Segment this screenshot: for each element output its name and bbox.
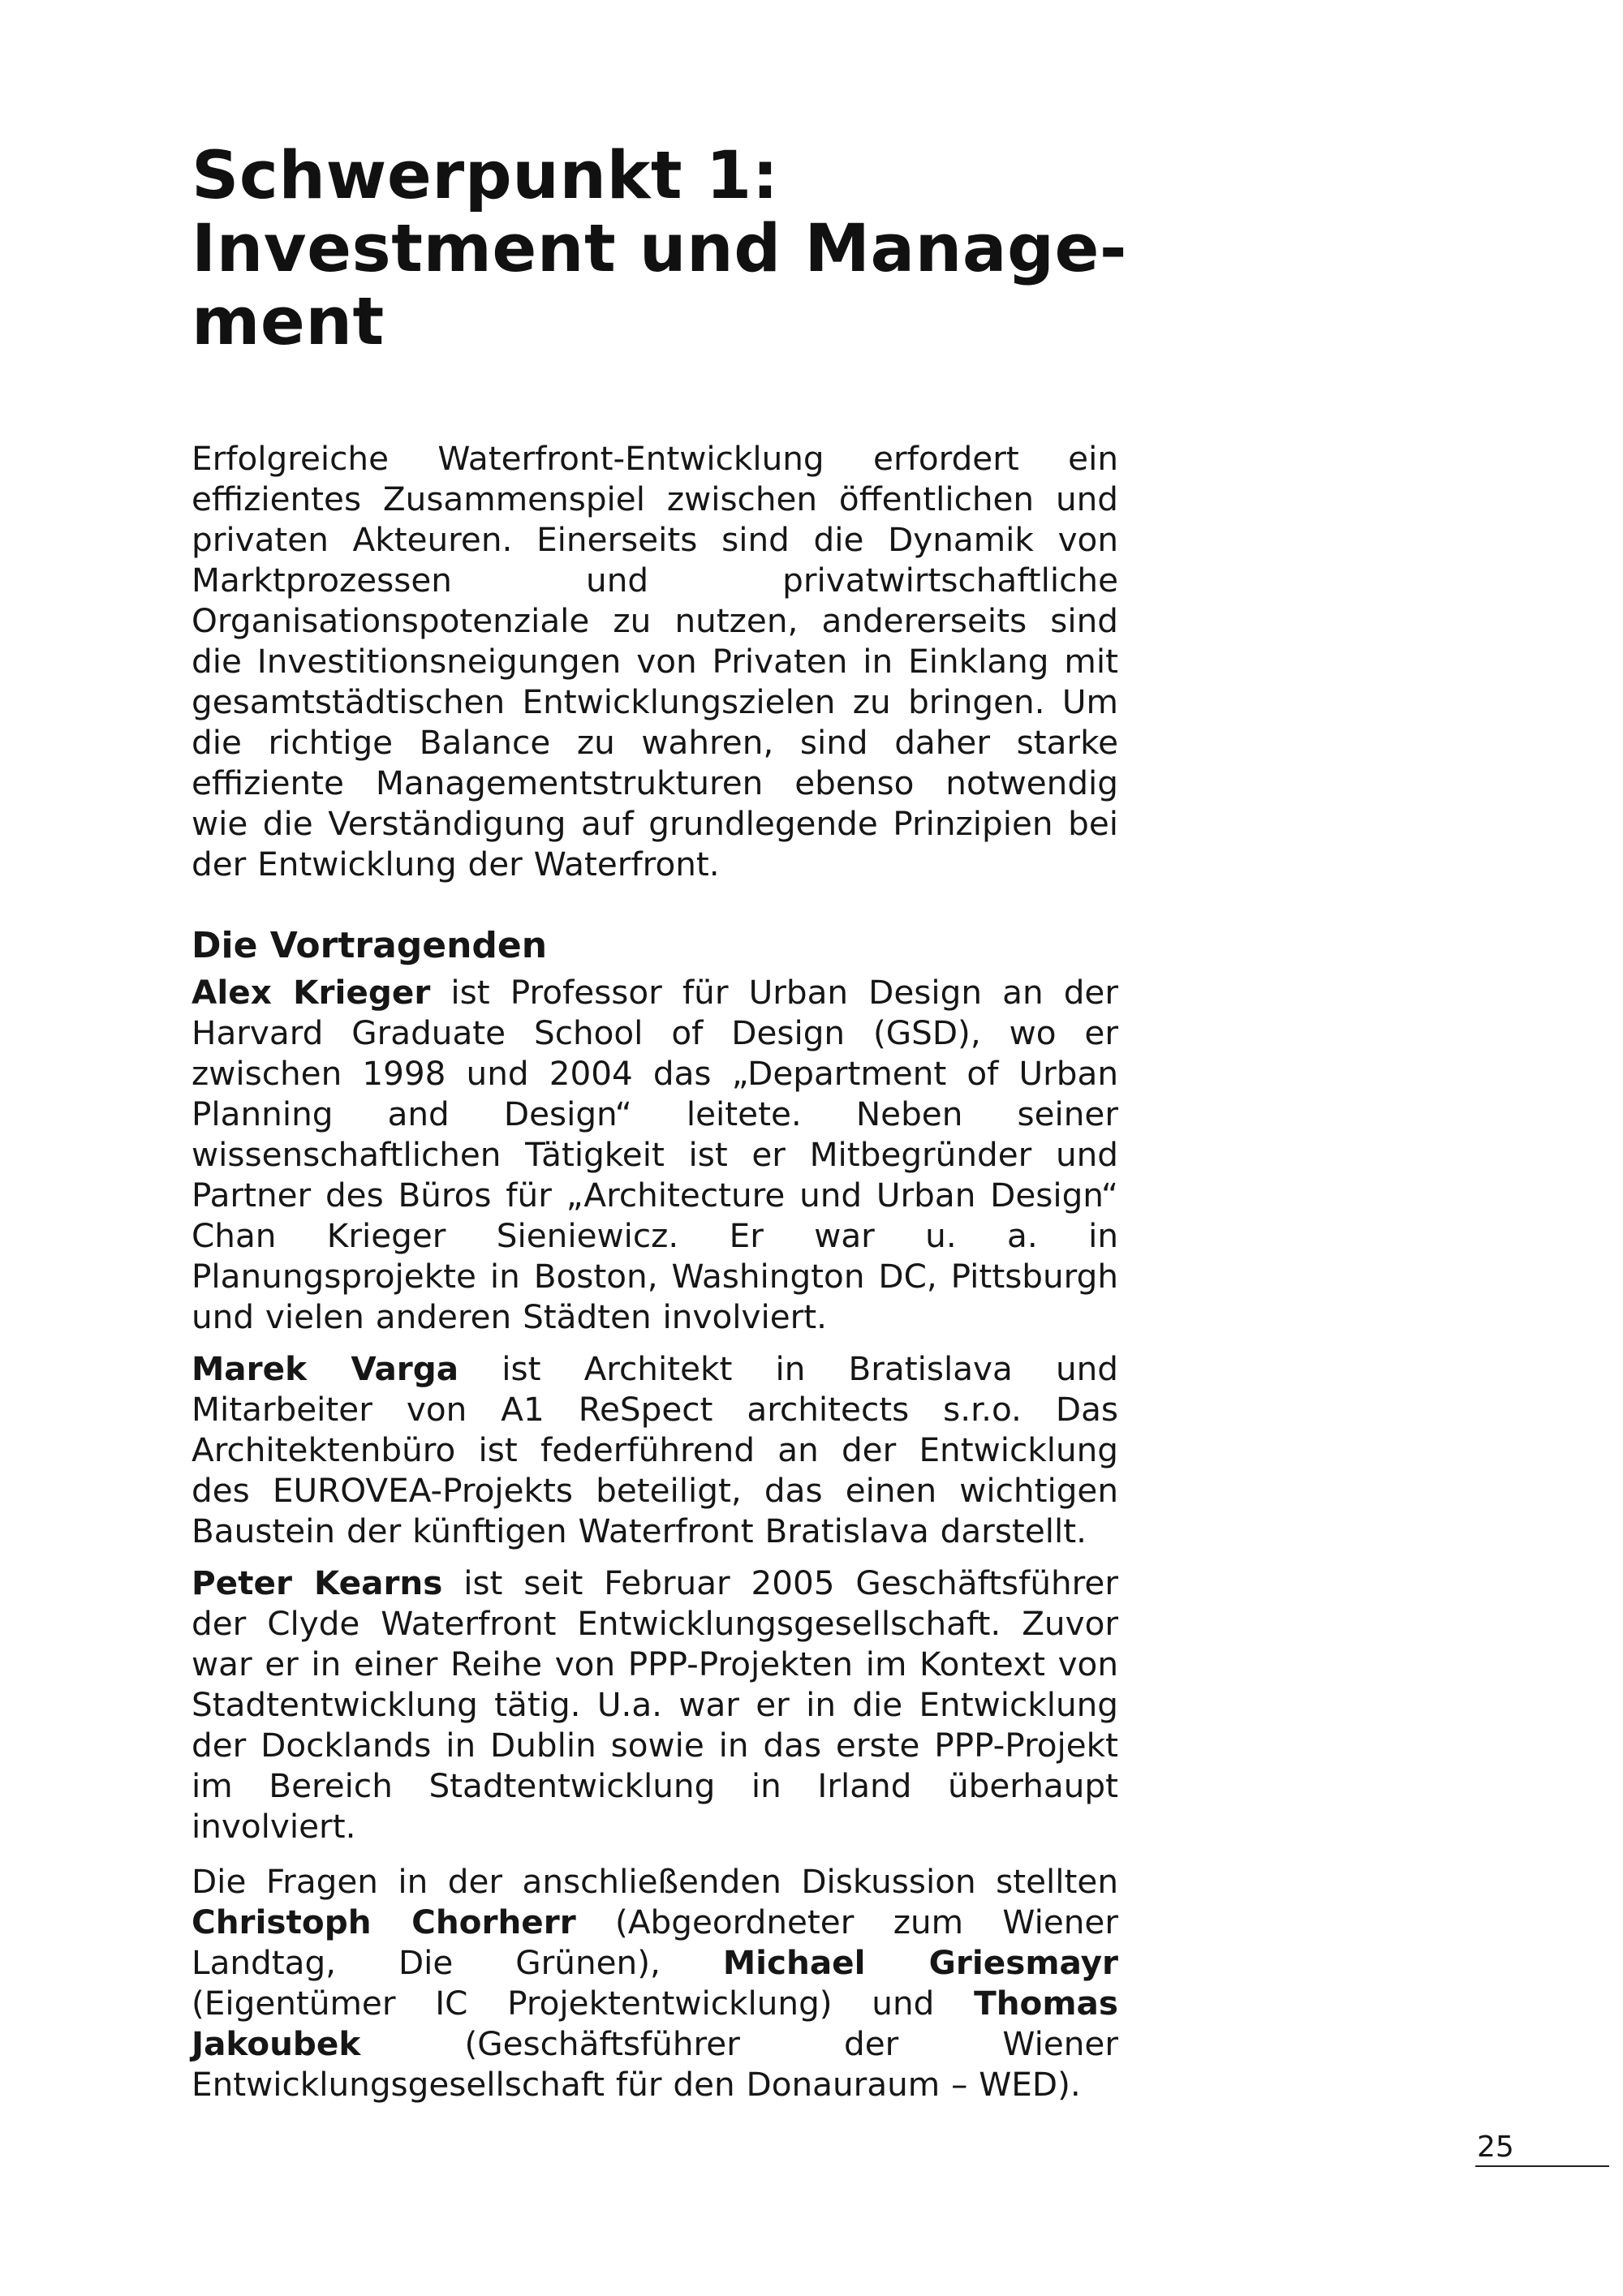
title-line: ment — [192, 284, 385, 360]
page-number-rule — [1475, 2165, 1609, 2167]
discussion-paragraph — [192, 1861, 1118, 2105]
speaker-bio — [192, 1348, 1118, 1551]
discussion-text: (Geschäftsführer der Wiener Entwicklungsgesellschaft für den Donauraum – WED). — [192, 2024, 1118, 2104]
speaker-bio-text: ist Architekt in Bratislava und Mitarbeiter von A1 ReSpect architects s.r.o. Das Architektenbüro ist federführend an der Entwicklung des EUROVEA-Projekts beteiligt, das einen wichtigen Baustein der künftigen Waterfront Bratislava darstellt. — [192, 1349, 1118, 1550]
speaker-bio-text: ist Professor für Urban Design an der Harvard Graduate School of Design (GSD), wo er zwischen 1998 und 2004 das „Department of Urban Planning and Design“ leitete. Neben seiner wissenschaftlichen Tätigkeit ist er Mitbegründer und Partner des Büros für „Architecture und Urban Design“ Chan Krieger Sieniewicz. Er war u. a. in Planungsprojekte in Boston, Washington DC, Pittsburgh und vielen anderen Städten involviert. — [192, 973, 1118, 1336]
speaker-name: Marek Varga — [192, 1349, 459, 1388]
body-column — [192, 438, 1118, 2105]
discussant-name: Thomas Jakoubek — [192, 1984, 1118, 2063]
intro-paragraph: Erfolgreiche Waterfront-Entwicklung erfordert ein effizientes Zusammenspiel zwischen öffentlichen und privaten Akteuren. Einerseits sind die Dynamik von Marktprozessen und privatwirtschaftliche Organisationspotenziale zu nutzen, andererseits sind die Investitionsneigungen von Privaten in Einklang mit gesamtstädtischen Entwicklungszielen zu bringen. Um die richtige Balance zu wahren, sind daher starke effiziente Managementstrukturen ebenso notwendig wie die Verständigung auf grundlegende Prinzipien bei der Entwicklung der Waterfront. — [192, 439, 1118, 884]
discussion-text: (Eigentümer IC Projektentwicklung) und — [192, 1984, 975, 2023]
title-line: Investment und Manage- — [192, 211, 1128, 287]
speakers-heading: Die Vortragenden — [192, 925, 548, 966]
page-title — [192, 140, 1149, 359]
discussion-text: Die Fragen in der anschließenden Diskussion stellten — [192, 1862, 1118, 1901]
speaker-bio — [192, 972, 1118, 1337]
page-number: 25 — [1477, 2130, 1514, 2164]
discussion-text: (Abgeordneter zum Wiener Landtag, Die Grünen), — [192, 1903, 1118, 1982]
speaker-bio-text: ist seit Februar 2005 Geschäftsführer der Clyde Waterfront Entwicklungsgesellschaft. Zuvor war er in einer Reihe von PPP-Projekten im Kontext von Stadtentwicklung tätig. U.a. war er in die Entwicklung der Docklands in Dublin sowie in das erste PPP-Projekt im Bereich Stadtentwicklung in Irland überhaupt involviert. — [192, 1563, 1118, 1846]
discussant-name: Christoph Chorherr — [192, 1903, 576, 1941]
title-line: Schwerpunkt 1: — [192, 138, 779, 214]
discussant-name: Michael Griesmayr — [722, 1943, 1118, 1982]
speaker-name: Alex Krieger — [192, 973, 431, 1012]
speaker-bio — [192, 1563, 1118, 1847]
speaker-name: Peter Kearns — [192, 1563, 443, 1602]
